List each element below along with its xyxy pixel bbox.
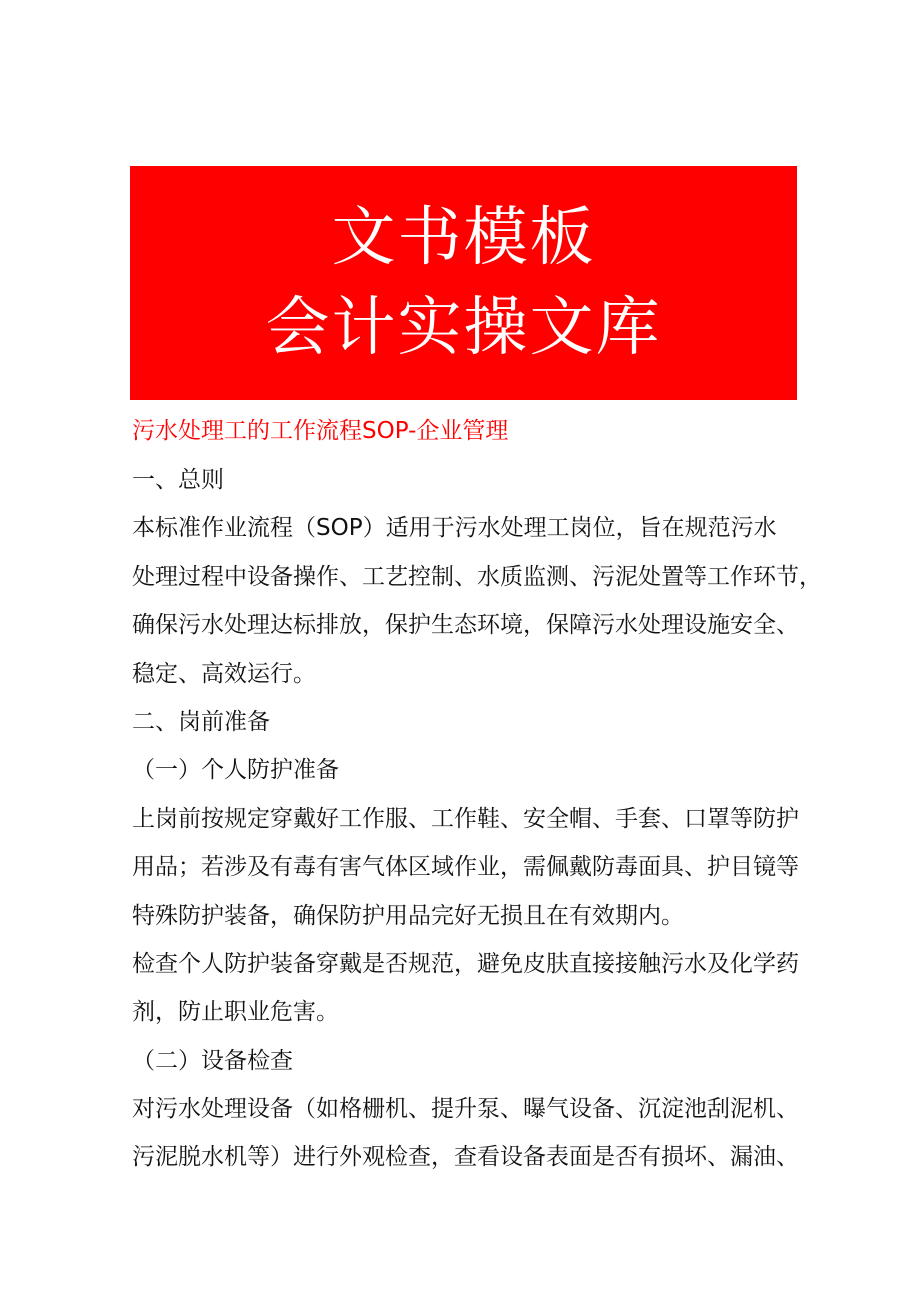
paragraph-line: 污泥脱水机等）进行外观检查，查看设备表面是否有损坏、漏油、 bbox=[132, 1144, 799, 1171]
paragraph-line: 处理过程中设备操作、工艺控制、水质监测、污泥处置等工作环节， bbox=[132, 563, 822, 590]
paragraph-line: 对污水处理设备（如格栅机、提升泵、曝气设备、沉淀池刮泥机、 bbox=[132, 1096, 799, 1123]
paragraph-line: 本标准作业流程（SOP）适用于污水处理工岗位，旨在规范污水 bbox=[132, 515, 777, 542]
paragraph-line: 特殊防护装备，确保防护用品完好无损且在有效期内。 bbox=[132, 902, 684, 929]
paragraph-line: 剂，防止职业危害。 bbox=[132, 999, 339, 1026]
section-heading-general: 一、总则 bbox=[132, 467, 224, 493]
banner-title-line2: 会计实操文库 bbox=[265, 291, 662, 365]
paragraph-line: 上岗前按规定穿戴好工作服、工作鞋、安全帽、手套、口罩等防护 bbox=[132, 805, 799, 832]
document-title: 污水处理工的工作流程SOP-企业管理 bbox=[132, 418, 509, 444]
section-heading-preparation: 二、岗前准备 bbox=[132, 708, 270, 735]
document-body bbox=[132, 462, 822, 1188]
subsection-heading-personal-protection: （一）个人防护准备 bbox=[132, 757, 339, 784]
paragraph-line: 确保污水处理达标排放，保护生态环境，保障污水处理设施安全、 bbox=[132, 612, 799, 639]
banner-title-line1: 文书模板 bbox=[331, 201, 596, 275]
paragraph-line: 用品；若涉及有毒有害气体区域作业，需佩戴防毒面具、护目镜等 bbox=[132, 854, 799, 881]
paragraph-line: 检查个人防护装备穿戴是否规范，避免皮肤直接接触污水及化学药 bbox=[132, 950, 799, 977]
header-banner bbox=[130, 166, 797, 400]
subsection-heading-equipment-check: （二）设备检查 bbox=[132, 1047, 293, 1074]
paragraph-line: 稳定、高效运行。 bbox=[132, 660, 316, 687]
